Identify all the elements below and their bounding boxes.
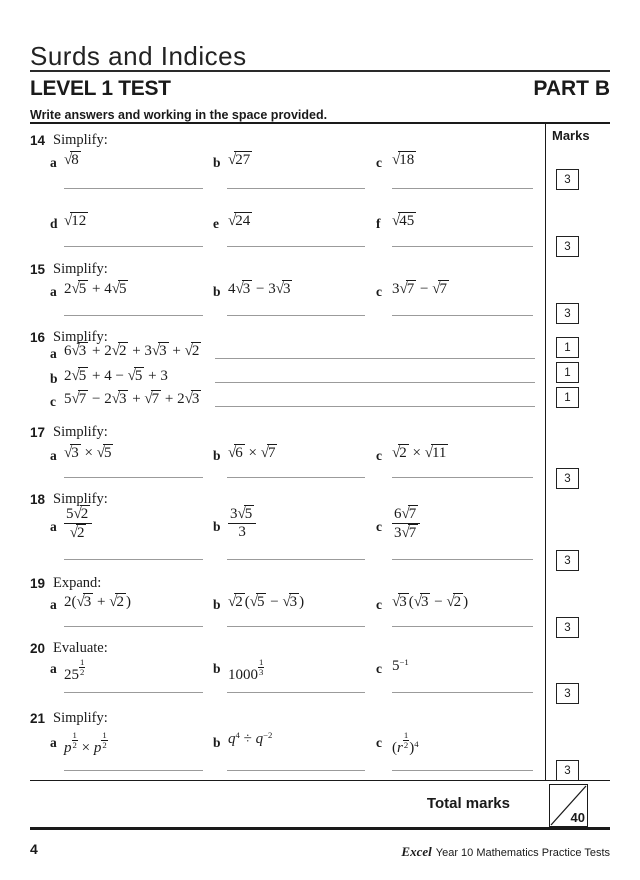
part-label: PART B xyxy=(533,77,610,100)
marks-box xyxy=(556,760,579,781)
marks-box xyxy=(556,236,579,257)
question-number: 15 xyxy=(30,262,46,277)
math-expression: √3 (√3 − √2 ) xyxy=(392,594,469,610)
marks-value: 3 xyxy=(564,687,571,700)
question-prompt: Simplify: xyxy=(53,329,108,345)
answer-line xyxy=(64,477,203,478)
marks-column-header: Marks xyxy=(552,128,590,143)
math-expression: 1000 $^{\frac{1}{3}}$ xyxy=(228,657,264,684)
math-expression: √18 xyxy=(392,152,415,168)
marks-value: 3 xyxy=(564,307,571,320)
answer-line xyxy=(227,188,365,189)
brand-name: Excel xyxy=(401,844,432,859)
math-expression: $q^4 \div q^{-2}$ xyxy=(228,729,273,747)
part-letter: e xyxy=(213,216,219,231)
math-expression: 2√5 + 4√5 xyxy=(64,281,127,297)
test-title: LEVEL 1 TEST xyxy=(30,77,171,100)
marks-box xyxy=(556,468,579,489)
answer-line xyxy=(227,246,365,247)
marks-box xyxy=(556,303,579,324)
question-prompt: Simplify: xyxy=(53,424,108,440)
marks-value: 1 xyxy=(564,391,571,404)
part-letter: a xyxy=(50,284,57,299)
math-expression: 3√7 − √7 xyxy=(392,281,447,297)
math-expression: √6 × √7 xyxy=(228,445,276,461)
math-expression: √45 xyxy=(392,213,415,229)
part-letter: f xyxy=(376,216,381,231)
part-letter: c xyxy=(376,597,382,612)
total-marks-value: 40 xyxy=(570,810,585,825)
math-expression: 2√5 + 4 − √5 + 3 xyxy=(64,368,168,384)
part-letter: a xyxy=(50,597,57,612)
question-prompt: Evaluate: xyxy=(53,640,108,656)
answer-line xyxy=(227,770,365,771)
answer-line xyxy=(215,406,535,407)
math-expression: $\frac{3√5}{3}$ xyxy=(228,505,256,542)
question-number: 17 xyxy=(30,425,46,440)
question-number: 16 xyxy=(30,330,46,345)
footer-divider xyxy=(30,827,610,830)
math-expression: $\frac{6√7}{3√7}$ xyxy=(392,505,420,543)
marks-box xyxy=(556,683,579,704)
chapter-title: Surds and Indices xyxy=(30,41,247,71)
math-expression: $5^{-1}$ xyxy=(392,656,409,674)
marks-box xyxy=(556,550,579,571)
part-letter: d xyxy=(50,216,58,231)
part-letter: c xyxy=(376,661,382,676)
math-expression: √2 × √11 xyxy=(392,445,447,461)
question-prompt: Expand: xyxy=(53,575,102,591)
part-letter: c xyxy=(376,448,382,463)
answer-line xyxy=(64,246,203,247)
marks-value: 3 xyxy=(564,173,571,186)
answer-line xyxy=(64,559,203,560)
answer-line xyxy=(64,770,203,771)
question-number: 20 xyxy=(30,641,46,656)
marks-box xyxy=(556,387,579,408)
math-expression: 25 $^{\frac{1}{2}}$ xyxy=(64,657,85,684)
part-letter: b xyxy=(213,735,221,750)
part-letter: a xyxy=(50,155,57,170)
answer-line xyxy=(64,626,203,627)
content-bottom-divider xyxy=(30,780,610,781)
answer-line xyxy=(392,692,533,693)
page-number: 4 xyxy=(30,841,38,857)
answer-line xyxy=(215,358,535,359)
question-prompt: Simplify: xyxy=(53,132,108,148)
answer-line xyxy=(227,692,365,693)
total-marks-box xyxy=(549,784,588,827)
question-number: 14 xyxy=(30,133,46,148)
answer-line xyxy=(392,626,533,627)
marks-value: 3 xyxy=(564,554,571,567)
marks-value: 1 xyxy=(564,366,571,379)
series-title: Year 10 Mathematics Practice Tests xyxy=(435,847,610,859)
marks-value: 1 xyxy=(564,341,571,354)
part-letter: b xyxy=(213,155,221,170)
math-expression: √27 xyxy=(228,152,251,168)
marks-value: 3 xyxy=(564,621,571,634)
answer-line xyxy=(64,315,203,316)
part-letter: b xyxy=(213,284,221,299)
answer-line xyxy=(392,315,533,316)
question-number: 18 xyxy=(30,492,46,507)
part-letter: c xyxy=(376,735,382,750)
answer-line xyxy=(392,188,533,189)
answer-line xyxy=(227,477,365,478)
answer-line xyxy=(64,188,203,189)
question-number: 21 xyxy=(30,711,46,726)
question-prompt: Simplify: xyxy=(53,261,108,277)
math-expression: 2(√3 + √2 ) xyxy=(64,594,131,610)
part-letter: a xyxy=(50,346,57,361)
marks-value: 3 xyxy=(564,240,571,253)
header-divider xyxy=(30,122,610,124)
part-letter: b xyxy=(213,661,221,676)
math-expression: (r $^{\frac{1}{2}}$ )$^4$ xyxy=(392,730,419,757)
marks-value: 3 xyxy=(564,472,571,485)
math-expression: √2 (√5 − √3 ) xyxy=(228,594,305,610)
answer-line xyxy=(227,315,365,316)
part-letter: a xyxy=(50,448,57,463)
math-expression: $\frac{5√2}{√2}$ xyxy=(64,505,92,543)
answer-line xyxy=(392,559,533,560)
question-prompt: Simplify: xyxy=(53,491,108,507)
marks-box xyxy=(556,362,579,383)
part-letter: c xyxy=(376,284,382,299)
math-expression: √8 xyxy=(64,152,79,168)
answer-line xyxy=(64,692,203,693)
part-letter: a xyxy=(50,519,57,534)
answer-line xyxy=(227,626,365,627)
answer-line xyxy=(392,770,533,771)
math-expression: 5√7 − 2√3 + √7 + 2√3 xyxy=(64,391,200,407)
answer-line xyxy=(215,382,535,383)
part-letter: b xyxy=(213,597,221,612)
part-letter: a xyxy=(50,735,57,750)
part-letter: b xyxy=(213,519,221,534)
marks-box xyxy=(556,337,579,358)
part-letter: a xyxy=(50,661,57,676)
marks-value: 3 xyxy=(564,764,571,777)
part-letter: c xyxy=(50,394,56,409)
footer-credit xyxy=(401,844,610,860)
math-expression: 4√3 − 3√3 xyxy=(228,281,291,297)
part-letter: c xyxy=(376,519,382,534)
total-marks-label: Total marks xyxy=(426,795,510,812)
math-expression: √24 xyxy=(228,213,251,229)
part-letter: c xyxy=(376,155,382,170)
marks-box xyxy=(556,617,579,638)
marks-box xyxy=(556,169,579,190)
answer-line xyxy=(392,246,533,247)
part-letter: b xyxy=(213,448,221,463)
instruction-text: Write answers and working in the space provided. xyxy=(30,108,328,122)
answer-line xyxy=(227,559,365,560)
math-expression: √12 xyxy=(64,213,87,229)
question-number: 19 xyxy=(30,576,46,591)
math-expression: p $^{\frac{1}{2}}$ × p $^{\frac{1}{2}}$ xyxy=(64,730,107,757)
marks-column-divider xyxy=(545,122,546,781)
math-expression: 6√3 + 2√2 + 3√3 + √2 xyxy=(64,343,200,359)
title-divider xyxy=(30,70,610,72)
math-expression: √3 × √5 xyxy=(64,445,112,461)
question-prompt: Simplify: xyxy=(53,710,108,726)
part-letter: b xyxy=(50,371,58,386)
answer-line xyxy=(392,477,533,478)
